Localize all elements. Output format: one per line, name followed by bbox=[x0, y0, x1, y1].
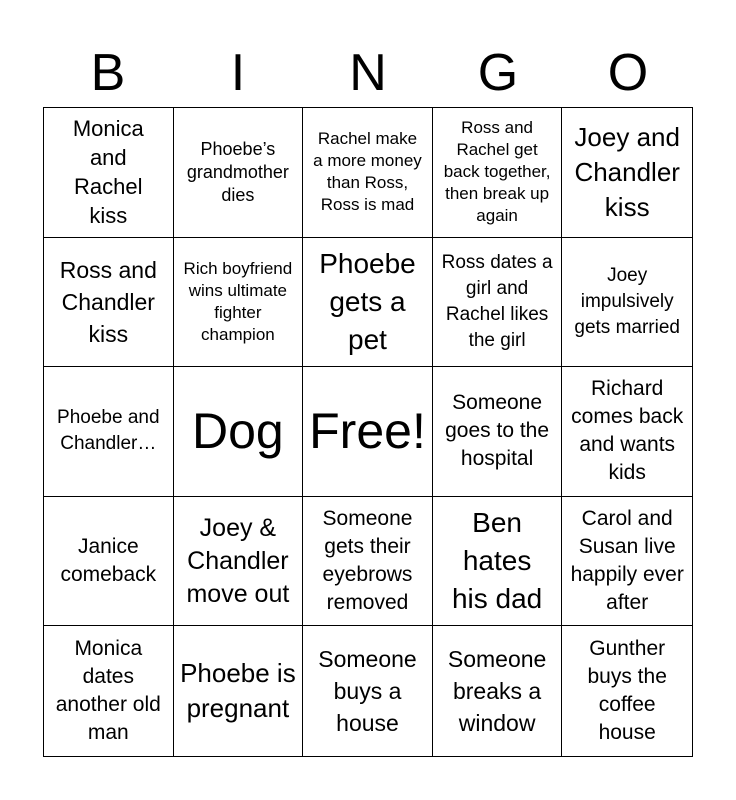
cell-text: Phoebe gets a pet bbox=[319, 247, 416, 355]
cell-text: Ben hates his dad bbox=[451, 507, 543, 615]
bingo-cell[interactable] bbox=[303, 108, 433, 238]
header-letter-o: O bbox=[607, 44, 649, 102]
cell-text: Joey impulsively gets married bbox=[574, 264, 680, 338]
bingo-cell[interactable] bbox=[303, 626, 433, 756]
cell-text: Gunther buys the coffee house bbox=[587, 637, 667, 745]
cell-text: Rich boyfriend wins ultimate fighter champion bbox=[183, 258, 293, 344]
cell-text: Someone buys a house bbox=[318, 646, 417, 737]
free-space-text: Free! bbox=[309, 403, 426, 460]
cell-text: Ross and Rachel get back together, then break up again bbox=[443, 118, 551, 226]
header-letter-i: I bbox=[230, 44, 246, 102]
bingo-cell[interactable] bbox=[174, 626, 304, 756]
bingo-header bbox=[43, 38, 693, 108]
cell-text: Phoebe and Chandler… bbox=[57, 407, 160, 455]
cell-text: Richard comes back and wants kids bbox=[571, 377, 684, 485]
bingo-cell[interactable] bbox=[562, 367, 692, 497]
free-space-cell[interactable] bbox=[303, 367, 433, 497]
cell-text: Dog bbox=[192, 403, 284, 460]
header-letter-g: G bbox=[477, 44, 519, 102]
bingo-cell[interactable] bbox=[44, 108, 174, 238]
bingo-cell[interactable] bbox=[433, 626, 563, 756]
cell-text: Joey & Chandler move out bbox=[186, 513, 290, 608]
bingo-cell[interactable] bbox=[44, 238, 174, 368]
bingo-cell[interactable] bbox=[562, 626, 692, 756]
cell-text: Rachel make a more money than Ross, Ross is mad bbox=[313, 129, 422, 215]
bingo-cell[interactable] bbox=[303, 238, 433, 368]
bingo-cell[interactable] bbox=[44, 367, 174, 497]
bingo-cell[interactable] bbox=[174, 497, 304, 627]
cell-text: Joey and Chandler kiss bbox=[574, 121, 680, 222]
bingo-cell[interactable] bbox=[433, 497, 563, 627]
header-letter-n: N bbox=[349, 44, 387, 102]
bingo-cell[interactable] bbox=[433, 108, 563, 238]
bingo-cell[interactable] bbox=[433, 367, 563, 497]
bingo-cell[interactable] bbox=[44, 626, 174, 756]
cell-text: Ross dates a girl and Rachel likes the girl bbox=[441, 251, 553, 351]
bingo-grid bbox=[43, 107, 693, 757]
cell-text: Someone breaks a window bbox=[447, 646, 547, 737]
bingo-cell[interactable] bbox=[562, 238, 692, 368]
bingo-cell[interactable] bbox=[303, 497, 433, 627]
cell-text: Carol and Susan live happily ever after bbox=[570, 507, 684, 615]
cell-text: Someone goes to the hospital bbox=[445, 391, 550, 471]
cell-text: Someone gets their eyebrows removed bbox=[322, 507, 413, 615]
bingo-cell[interactable] bbox=[562, 108, 692, 238]
bingo-cell[interactable] bbox=[174, 238, 304, 368]
cell-text: Ross and Chandler kiss bbox=[59, 256, 157, 347]
header-letter-b: B bbox=[90, 44, 126, 102]
bingo-cell[interactable] bbox=[174, 367, 304, 497]
cell-text: Janice comeback bbox=[60, 535, 157, 587]
cell-text: Phoebe is pregnant bbox=[180, 658, 296, 724]
cell-text: Phoebe’s grandmother dies bbox=[186, 138, 289, 205]
bingo-cell[interactable] bbox=[562, 497, 692, 627]
cell-text: Monica and Rachel kiss bbox=[72, 116, 144, 229]
cell-text: Monica dates another old man bbox=[55, 637, 161, 745]
bingo-cell[interactable] bbox=[433, 238, 563, 368]
bingo-cell[interactable] bbox=[174, 108, 304, 238]
bingo-cell[interactable] bbox=[44, 497, 174, 627]
